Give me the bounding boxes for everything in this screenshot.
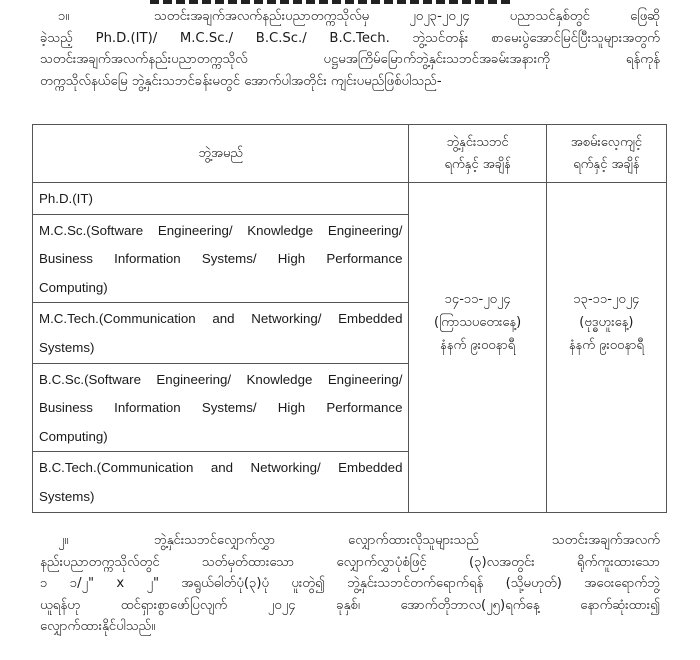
degree-cell-phd: Ph.D.(IT): [33, 183, 409, 215]
intro-line-3: သတင်းအချက်အလက်နည်းပညာတက္ကသိုလ် ပဋ္ဌမအကြိမ်မြောက်ဘွဲ့နှင်းသဘင်အခမ်းအနားကို ရန်ကုန်: [40, 52, 660, 67]
note-line-1: ၂။ ဘွဲ့နှင်းသဘင်လျှောက်လွှာ လျှောက်ထားလိုသူများသည် သတင်းအချက်အလက်: [40, 530, 660, 552]
note-line-3: ၁ ၁/၂" x ၂" အရွယ်ဓါတ်ပုံ(၃)ပုံ ပူးတွဲ၍ ဘွဲ့နှင်းသဘင်တက်ရောက်ရန် (သို့မဟုတ်) အဝေးရောက်ဘွဲ့: [40, 576, 660, 591]
header-rehearsal: အစမ်းလေ့ကျင့် ရက်နှင့် အချိန်: [546, 125, 666, 183]
ceremony-time-cell: ၁၄-၁၁-၂၀၂၄ (ကြာသပတေးနေ့) နံနက် ၉း၀၀နာရီ: [409, 183, 546, 513]
degree-cell-bcsc: B.C.Sc.(Software Engineering/ Knowledge Engineering/ Business Information Systems/ High Performance Computing): [33, 363, 409, 452]
schedule-table: [32, 124, 667, 513]
note-number: ၂။: [58, 533, 69, 548]
intro-line-1: ၁။ သတင်းအချက်အလက်နည်းပညာတက္ကသိုလ်မှ ၂၀၂၃-၂၀၂၄ ပညာသင်နှစ်တွင် ဖြေဆို: [40, 6, 660, 28]
intro-paragraph: [40, 6, 660, 92]
application-note-paragraph: [40, 530, 660, 638]
header-degree: ဘွဲ့အမည်: [33, 125, 409, 183]
degree-cell-mcsc: M.C.Sc.(Software Engineering/ Knowledge Engineering/ Business Information Systems/ High Performance Computing): [33, 214, 409, 303]
note-line-2: နည်းပညာတက္ကသိုလ်တွင် သတ်မှတ်ထားသော လျှောက်လွှာပုံစံဖြင့် (၃)လအတွင်း ရိုက်ကူးထားသော: [40, 554, 660, 570]
header-ceremony: ဘွဲ့နှင်းသဘင် ရက်နှင့် အချိန်: [409, 125, 546, 183]
note-line-4: ယူရန်ဟု ထင်ရှားစွာဖော်ပြလျက် ၂၀၂၄ ခုနှစ်၊ အောက်တိုဘာလ(၂၅)ရက်နေ့ နောက်ဆုံးထား၍: [40, 597, 660, 613]
note-line-5: လျှောက်ထားနိုင်ပါသည်။: [40, 619, 156, 634]
intro-line-4: တက္ကသိုလ်နယ်မြေ ဘွဲ့နှင်းသဘင်ခန်းမတွင် အောက်ပါအတိုင်း ကျင်းပမည်ဖြစ်ပါသည်-: [40, 73, 442, 89]
intro-line-2: ခဲ့သည့် Ph.D.(IT)/ M.C.Sc./ B.C.Sc./ B.C.Tech. ဘွဲ့သင်တန်း စာမေးပွဲအောင်မြင်ပြီးသူများအတွက်: [40, 30, 660, 46]
rehearsal-time-cell: ၁၃-၁၁-၂၀၂၄ (ဗုဒ္ဓဟူးနေ့) နံနက် ၉း၀၀နာရီ: [546, 183, 666, 513]
degree-cell-mctech: M.C.Tech.(Communication and Networking/ Embedded Systems): [33, 303, 409, 363]
table-row: [33, 183, 667, 215]
intro-number: ၁။: [58, 9, 70, 24]
cropped-heading-fragment: [150, 0, 510, 4]
table-header-row: [33, 125, 667, 183]
degree-cell-bctech: B.C.Tech.(Communication and Networking/ Embedded Systems): [33, 452, 409, 512]
